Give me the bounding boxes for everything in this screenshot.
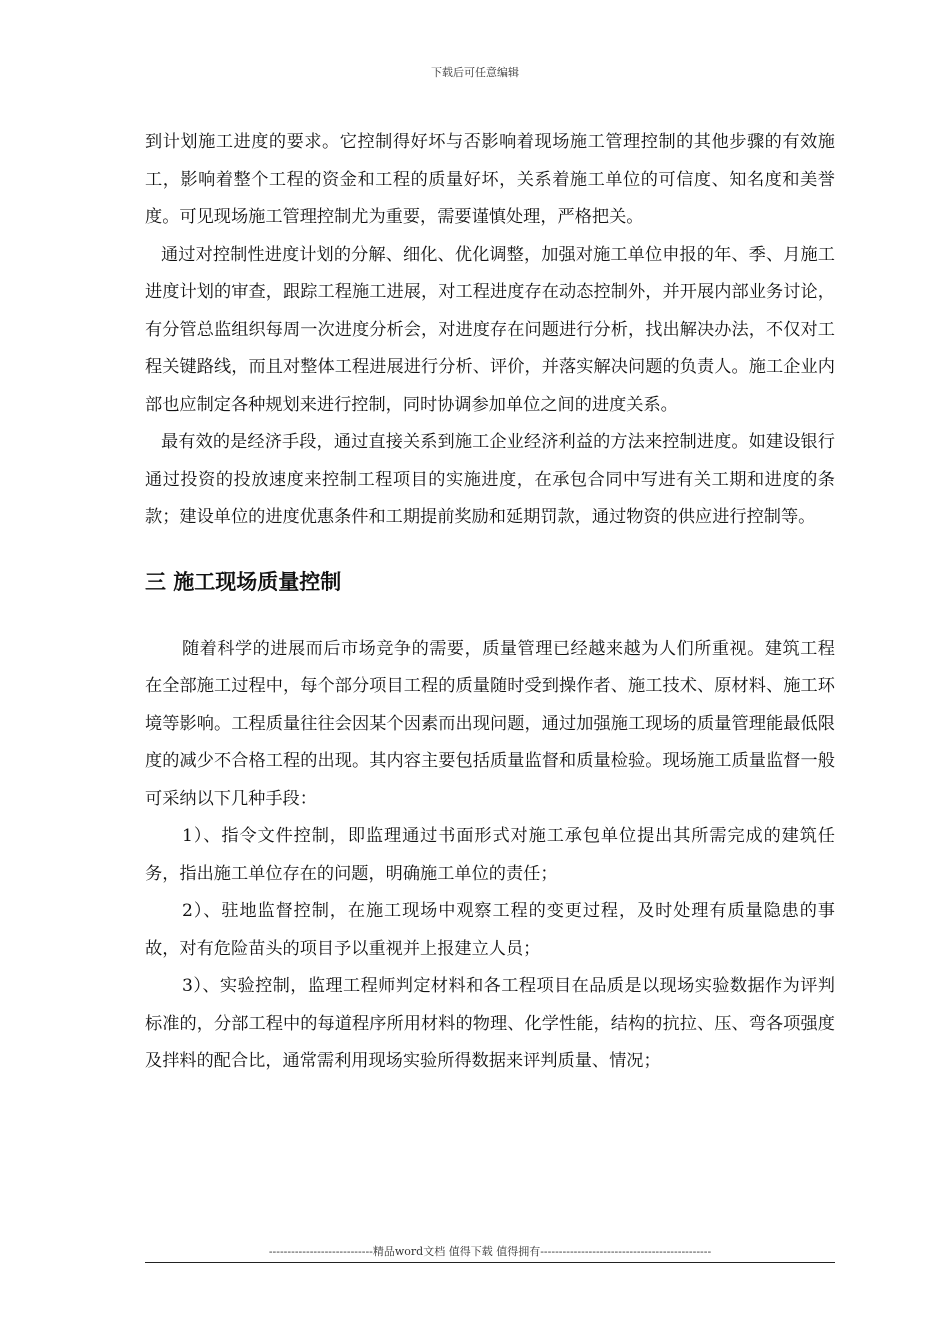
page-footer: ----------------------------精品word文档 值得下载 值得拥有----------------------------------------------: [268, 1245, 712, 1258]
page-header: 下载后可任意编辑: [431, 66, 519, 79]
paragraph-progress-plan: 通过对控制性进度计划的分解、细化、优化调整，加强对施工单位申报的年、季、月施工进度计划的审查，跟踪工程施工进展，对工程进度存在动态控制外，并开展内部业务讨论，有分管总监组织每周一次进度分析会，对进度存在问题进行分析，找出解决办法，不仅对工程关键路线，而且对整体工程进展进行分析、评价，并落实解决问题的负责人。施工企业内部也应制定各种规划来进行控制，同时协调参加单位之间的进度关系。: [145, 244, 835, 415]
paragraph-progress-requirement: 到计划施工进度的要求。它控制得好坏与否影响着现场施工管理控制的其他步骤的有效施工，影响着整个工程的资金和工程的质量好坏，关系着施工单位的可信度、知名度和美誉度。可见现场施工管理控制尤为重要，需要谨慎处理，严格把关。: [145, 132, 835, 227]
section-title: 三 施工现场质量控制: [145, 569, 342, 594]
paragraph-quality-intro: 随着科学的进展而后市场竞争的需要，质量管理已经越来越为人们所重视。建筑工程在全部施工过程中，每个部分项目工程的质量随时受到操作者、施工技术、原材料、施工环境等影响。工程质量往往会因某个因素而出现问题，通过加强施工现场的质量管理能最低限度的减少不合格工程的出现。其内容主要包括质量监督和质量检验。现场施工质量监督一般可采纳以下几种手段：: [145, 638, 835, 809]
paragraph-economic-means: 最有效的是经济手段，通过直接关系到施工企业经济利益的方法来控制进度。如建设银行通过投资的投放速度来控制工程项目的实施进度，在承包合同中写进有关工期和进度的条款；建设单位的进度优惠条件和工期提前奖励和延期罚款，通过物资的供应进行控制等。: [145, 432, 835, 527]
list-item-onsite-supervision: 2）、驻地监督控制，在施工现场中观察工程的变更过程，及时处理有质量隐患的事故，对有危险苗头的项目予以重视并上报建立人员；: [145, 901, 835, 959]
list-item-directive-control: 1）、指令文件控制，即监理通过书面形式对施工承包单位提出其所需完成的建筑任务，指出施工单位存在的问题，明确施工单位的责任；: [145, 826, 835, 884]
footer-divider: [145, 1262, 835, 1263]
document-body: [145, 124, 835, 1081]
list-item-test-control: 3）、实验控制，监理工程师判定材料和各工程项目在品质是以现场实验数据作为评判标准的，分部工程中的每道程序所用材料的物理、化学性能，结构的抗拉、压、弯各项强度及拌料的配合比，通常需利用现场实验所得数据来评判质量、情况；: [145, 976, 835, 1071]
